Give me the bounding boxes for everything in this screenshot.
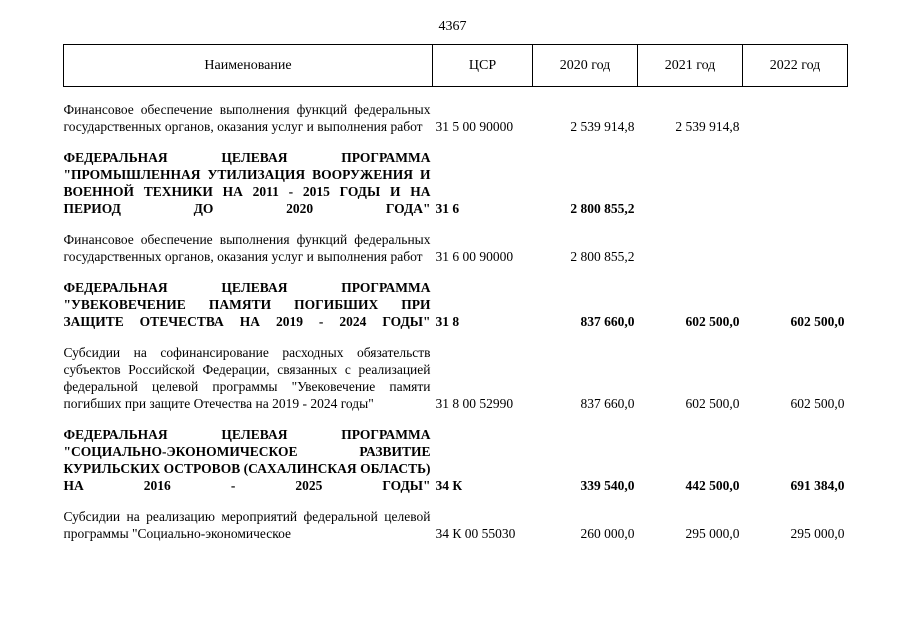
table-row <box>64 279 848 330</box>
row-csr-cell: 31 6 <box>435 201 460 216</box>
header-2022: 2022 год <box>743 45 848 87</box>
row-2021-cell <box>638 149 743 217</box>
row-2020-cell: 260 000,0 <box>580 526 635 541</box>
header-2020: 2020 год <box>533 45 638 87</box>
row-name-cell: ФЕДЕРАЛЬНАЯ ЦЕЛЕВАЯ ПРОГРАММА "СОЦИАЛЬНО-ЭКОНОМИЧЕСКОЕ РАЗВИТИЕ КУРИЛЬСКИХ ОСТРОВОВ (САХАЛИНСКАЯ ОБЛАСТЬ) НА 2016 - 2025 ГОДЫ" <box>63 427 431 493</box>
row-name-cell: ФЕДЕРАЛЬНАЯ ЦЕЛЕВАЯ ПРОГРАММА "ПРОМЫШЛЕННАЯ УТИЛИЗАЦИЯ ВООРУЖЕНИЯ И ВОЕННОЙ ТЕХНИКИ НА 2011 - 2015 ГОДЫ И НА ПЕРИОД ДО 2020 ГОДА" <box>63 150 431 216</box>
row-name-cell: Субсидии на реализацию мероприятий федеральной целевой программы "Социально-экономическое <box>63 509 431 541</box>
row-csr-cell: 34 К <box>435 478 463 493</box>
table-row <box>64 231 848 265</box>
row-spacer <box>64 494 848 508</box>
page-number: 4367 <box>438 19 467 34</box>
row-name-cell: Субсидии на софинансирование расходных обязательств субъектов Российской Федерации, связанных с реализацией федеральной целевой программы "Увековечение памяти погибших при защите Отечества на 2019 - 2024 годы" <box>63 345 431 411</box>
row-csr-cell: 31 5 00 90000 <box>435 119 514 134</box>
spacer-cell <box>64 330 848 344</box>
row-2022-cell <box>743 149 848 217</box>
row-csr-cell: 31 6 00 90000 <box>435 249 514 264</box>
spacer-cell <box>64 494 848 508</box>
row-spacer <box>64 330 848 344</box>
row-spacer <box>64 265 848 279</box>
row-2020-cell: 2 539 914,8 <box>570 119 635 134</box>
row-spacer <box>64 217 848 231</box>
row-2021-cell <box>638 231 743 265</box>
row-spacer <box>64 87 848 102</box>
row-csr-cell: 31 8 <box>435 314 460 329</box>
row-2021-cell: 602 500,0 <box>685 314 740 329</box>
header-name: Наименование <box>64 45 433 87</box>
row-2020-cell: 2 800 855,2 <box>570 201 635 216</box>
row-spacer <box>64 412 848 426</box>
row-2022-cell <box>743 101 848 135</box>
row-2021-cell: 442 500,0 <box>685 478 740 493</box>
table-row <box>64 149 848 217</box>
row-2021-cell: 2 539 914,8 <box>675 119 740 134</box>
row-name-cell: Финансовое обеспечение выполнения функций федеральных государственных органов, оказания услуг и выполнения работ <box>63 232 431 264</box>
table-row <box>64 508 848 542</box>
table-row <box>64 344 848 412</box>
row-2020-cell: 837 660,0 <box>580 314 635 329</box>
row-name-cell: Финансовое обеспечение выполнения функций федеральных государственных органов, оказания услуг и выполнения работ <box>63 102 431 134</box>
row-2022-cell: 295 000,0 <box>790 526 845 541</box>
row-2021-cell: 602 500,0 <box>685 396 740 411</box>
header-csr: ЦСР <box>433 45 533 87</box>
table-row <box>64 101 848 135</box>
row-csr-cell: 31 8 00 52990 <box>435 396 514 411</box>
spacer-cell <box>64 87 848 102</box>
row-2020-cell: 339 540,0 <box>580 478 635 493</box>
spacer-cell <box>64 265 848 279</box>
row-name-cell: ФЕДЕРАЛЬНАЯ ЦЕЛЕВАЯ ПРОГРАММА "УВЕКОВЕЧЕНИЕ ПАМЯТИ ПОГИБШИХ ПРИ ЗАЩИТЕ ОТЕЧЕСТВА НА 2019 - 2024 ГОДЫ" <box>63 280 431 329</box>
budget-table <box>63 44 848 542</box>
table-body <box>64 87 848 543</box>
row-2022-cell <box>743 231 848 265</box>
spacer-cell <box>64 217 848 231</box>
table-row <box>64 426 848 494</box>
row-csr-cell: 34 К 00 55030 <box>435 526 516 541</box>
row-2022-cell: 602 500,0 <box>790 314 845 329</box>
spacer-cell <box>64 135 848 149</box>
table-header-row <box>64 45 848 87</box>
header-2021: 2021 год <box>638 45 743 87</box>
spacer-cell <box>64 412 848 426</box>
row-2021-cell: 295 000,0 <box>685 526 740 541</box>
row-2020-cell: 2 800 855,2 <box>570 249 635 264</box>
row-2022-cell: 691 384,0 <box>790 478 845 493</box>
row-spacer <box>64 135 848 149</box>
row-2020-cell: 837 660,0 <box>580 396 635 411</box>
row-2022-cell: 602 500,0 <box>790 396 845 411</box>
